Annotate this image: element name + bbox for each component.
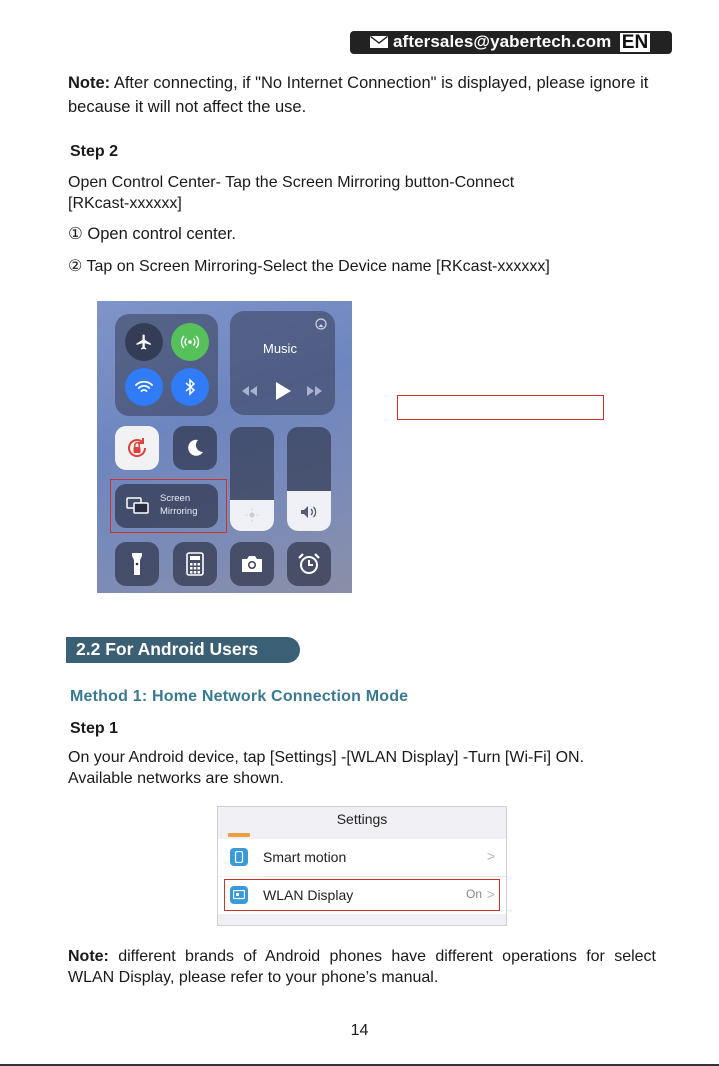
step2-line1: Open Control Center- Tap the Screen Mirroring button-Connect	[68, 174, 515, 191]
language-tag: EN	[618, 31, 652, 54]
cropped-row-icon	[228, 833, 250, 837]
flashlight-button[interactable]	[115, 542, 159, 586]
step2-line2: [RKcast-xxxxxx]	[68, 195, 182, 212]
calculator-icon	[186, 552, 204, 576]
music-label: Music	[263, 341, 297, 356]
rotation-lock-button[interactable]	[115, 426, 159, 470]
settings-row-value: On	[465, 887, 482, 901]
section-title: 2.2 For Android Users	[76, 639, 259, 659]
contact-badge	[350, 31, 672, 54]
camera-button[interactable]	[230, 542, 274, 586]
mirroring-highlight	[110, 479, 227, 533]
rotation-lock-icon	[124, 435, 150, 461]
cellular-icon[interactable]	[171, 323, 209, 361]
smart-motion-icon	[230, 848, 248, 866]
support-email[interactable]: aftersales@yabertech.com	[393, 32, 612, 51]
play-icon[interactable]	[274, 381, 292, 401]
music-tile[interactable]	[230, 311, 335, 415]
rewind-icon[interactable]	[240, 385, 258, 397]
moon-icon	[185, 438, 205, 458]
wlan-display-highlight	[224, 879, 500, 911]
step2-title: Step 2	[70, 143, 119, 160]
connectivity-tile	[115, 314, 218, 416]
page-number: 14	[350, 1022, 369, 1039]
alarm-icon	[297, 552, 321, 576]
brightness-icon	[245, 508, 259, 522]
step1-line2: Available networks are shown.	[68, 770, 284, 787]
note-label: Note:	[68, 74, 111, 92]
settings-row-label: Smart motion	[263, 849, 347, 865]
calculator-button[interactable]	[173, 542, 217, 586]
airplane-icon[interactable]	[125, 323, 163, 361]
step2-item1: ① Open control center.	[68, 225, 236, 243]
note-android-brands	[68, 946, 656, 988]
chevron-right-icon: >	[486, 886, 495, 902]
fast-forward-icon[interactable]	[306, 385, 324, 397]
airplay-icon[interactable]	[315, 318, 327, 330]
settings-row-smart-motion[interactable]	[218, 839, 506, 876]
mirroring-label-line1: Screen	[160, 493, 191, 504]
volume-slider[interactable]	[287, 427, 331, 531]
section-header-android	[66, 637, 300, 663]
settings-screenshot	[217, 806, 507, 926]
control-center-screenshot	[97, 301, 352, 593]
device-name-callout-box	[397, 395, 604, 420]
mail-icon	[370, 36, 388, 48]
flashlight-icon	[130, 551, 144, 577]
mirroring-label-line2: Mirroring	[160, 506, 198, 517]
camera-icon	[240, 555, 264, 573]
method1-title: Method 1: Home Network Connection Mode	[70, 688, 409, 705]
step1-title: Step 1	[70, 720, 119, 737]
wifi-icon[interactable]	[125, 368, 163, 406]
do-not-disturb-button[interactable]	[173, 426, 217, 470]
step1-line1: On your Android device, tap [Settings] -[WLAN Display] -Turn [Wi-Fi] ON.	[68, 749, 585, 766]
brightness-slider[interactable]	[230, 427, 274, 531]
settings-row-label: WLAN Display	[263, 887, 354, 903]
speaker-icon	[300, 505, 318, 519]
note-label: Note:	[68, 948, 109, 965]
chevron-right-icon: >	[486, 848, 495, 864]
note-text: After connecting, if "No Internet Connection" is displayed, please ignore it because it will not affect the use.	[68, 74, 649, 116]
bluetooth-icon[interactable]	[171, 368, 209, 406]
settings-title: Settings	[336, 811, 388, 827]
note-no-internet	[68, 71, 668, 119]
note-text: different brands of Android phones have different operations for select WLAN Display, please refer to your phone’s manual.	[68, 948, 656, 986]
step2-item2: ② Tap on Screen Mirroring-Select the Device name [RKcast-xxxxxx]	[68, 258, 550, 275]
alarm-button[interactable]	[287, 542, 331, 586]
